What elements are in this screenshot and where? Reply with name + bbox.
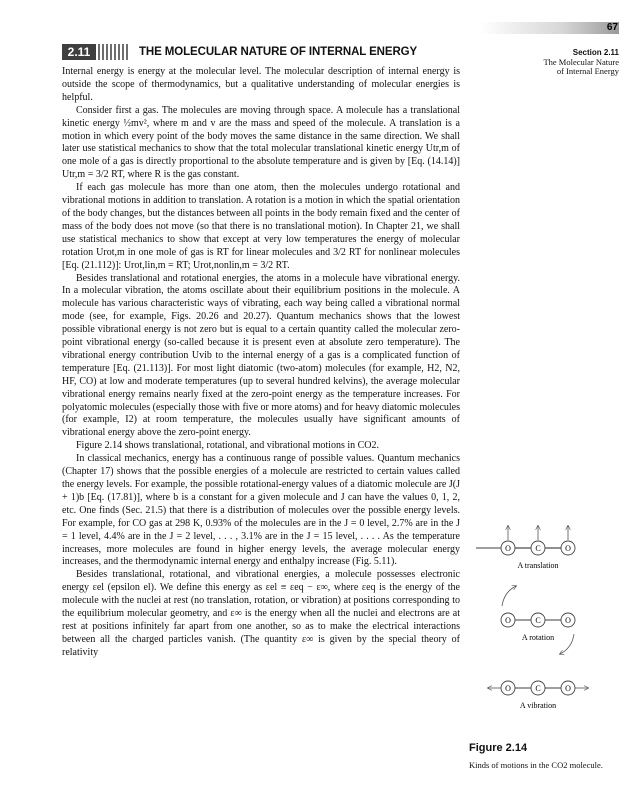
rotation-arrow-icon [502, 586, 516, 606]
paragraph-6: In classical mechanics, energy has a continuous range of possible values. Quantum mechanics (Chapter 17) shows that the possible energies of a molecule are restricted to certain values called the energy levels. For example, the possible rotational-energy values of a diatomic molecule are J(J + 1)b [Eq. (17.81)], where b is a constant for a given molecule and J can have the values 0, 1, 2, etc. One finds (Sec. 21.5) that there is a distribution of molecules over the possible energy levels. For example, for CO gas at 298 K, 0.93% of the molecules are in the J = 0 level, 2.7% are in the J = 1 level, 4.4% are in the J = 2 level, . . . , 3.1% are in the J = 15 level, . . . . As the temperature increases, more molecules are found in higher energy levels, the average molecular energy increases, and the thermodynamic internal energy and enthalpy increase (Fig. 5.11). [62, 453, 460, 568]
running-head-section: Section 2.11 [572, 48, 619, 57]
paragraph-1: Internal energy is energy at the molecular level. The molecular description of internal energy is outside the scope of thermodynamics, but a qualitative understanding of molecular energies is helpful. [62, 66, 460, 103]
figure-co2-motions [468, 520, 619, 730]
atom-label: C [535, 684, 541, 693]
vibration-label: A vibration [519, 701, 557, 710]
paragraph-4: Besides translational and rotational energies, the atoms in a molecule have vibrational energy. In a molecular vibration, the atoms oscillate about their equilibrium positions in the molecule. A molecule has various characteristic ways of vibrating, each way being called a vibrational normal mode (see, for example, Figs. 20.26 and 20.27). Quantum mechanics shows that the lowest possible vibrational energy is not zero but is equal to a certain quantity called the molecular zero-point vibrational energy (so-called because it is present even at absolute zero temperature). The vibrational energy contribution Uvib to the internal energy of a gas is a complicated function of temperature [Eq. (21.113)]. For most light diatomic (two-atom) molecules (for example, H2, N2, HF, CO) at low and moderate temperatures (up to several hundred kelvins), the average molecular vibrational energy remains nearly fixed at the zero-point energy as the temperature increases. For polyatomic molecules (especially those with five or more atoms) and for heavy diatomic molecules (for example, I2) at room temperature, the molecules usually have significant amounts of vibrational energy above the zero-point energy. [62, 272, 460, 439]
paragraph-7: Besides translational, rotational, and vibrational energies, a molecule possesses electronic energy εel (epsilon el). We define this energy as εel ≡ εeq − ε∞, where εeq is the energy of the molecule with the nuclei at rest (no translation, rotation, or vibration) at positions corresponding to the equilibrium molecular geometry, and ε∞ is the energy when all the nuclei and electrons are at rest at positions infinitely far apart from one another, so as to make the electrical interactions between all the charged particles vanish. (The quantity ε∞ is given by the special theory of relativity [62, 569, 460, 658]
atom-label: O [505, 616, 511, 625]
rotation-label: A rotation [521, 633, 555, 642]
section-badge [62, 44, 130, 60]
body-text [62, 66, 460, 660]
running-head-title-2: of Internal Energy [556, 66, 619, 76]
paragraph-5: Figure 2.14 shows translational, rotational, and vibrational motions in CO2. [76, 440, 380, 452]
section-number: 2.11 [62, 44, 96, 60]
paragraph-2: Consider first a gas. The molecules are moving through space. A molecule has a translational kinetic energy ½mv², where m and v are the mass and speed of the molecule. A translation is a motion in which every point of the body moves the same distance in the same direction. We shall later use statistical mechanics to show that the total molecular translational kinetic energy Utr,m of one mole of a gas is directly proportional to the absolute temperature and is given by [Eq. (14.14)] Utr,m = 3/2 RT, where R is the gas constant. [62, 104, 460, 181]
rotation-diagram [501, 586, 575, 654]
figure-caption-text: Kinds of motions in the CO2 molecule. [469, 760, 603, 770]
atom-label: O [565, 616, 571, 625]
atom-label: C [535, 544, 541, 553]
atom-label: O [505, 544, 511, 553]
running-head-title-1: The Molecular Nature [543, 56, 619, 67]
atom-label: C [535, 616, 541, 625]
translation-diagram [476, 526, 575, 570]
running-head [470, 48, 619, 77]
atom-label: O [565, 544, 571, 553]
section-title: THE MOLECULAR NATURE OF INTERNAL ENERGY [139, 46, 418, 58]
paragraph-3: If each gas molecule has more than one atom, then the molecules undergo rotational and vibrational motions in addition to translation. A rotation is a motion in which the spatial orientation of the body changes, but the distances between all points in the body remain fixed and the center of mass of the body does not move (so that there is no translational motion). In Chapter 21, we shall use statistical mechanics to show that except at very low temperatures the energy of molecular rotation Urot,m in one mole of gas is RT for linear molecules and 3/2 RT for nonlinear molecules [Eq. (21.112)]: Urot,lin,m = RT; Urot,nonlin,m = 3/2 RT. [62, 182, 460, 271]
vibration-diagram [488, 681, 588, 710]
page-number: 67 [606, 22, 618, 33]
atom-label: O [565, 684, 571, 693]
translation-label: A translation [517, 561, 559, 570]
atom-label: O [505, 684, 511, 693]
rotation-arrow-icon [560, 634, 574, 654]
figure-caption-title: Figure 2.14 [469, 742, 528, 754]
